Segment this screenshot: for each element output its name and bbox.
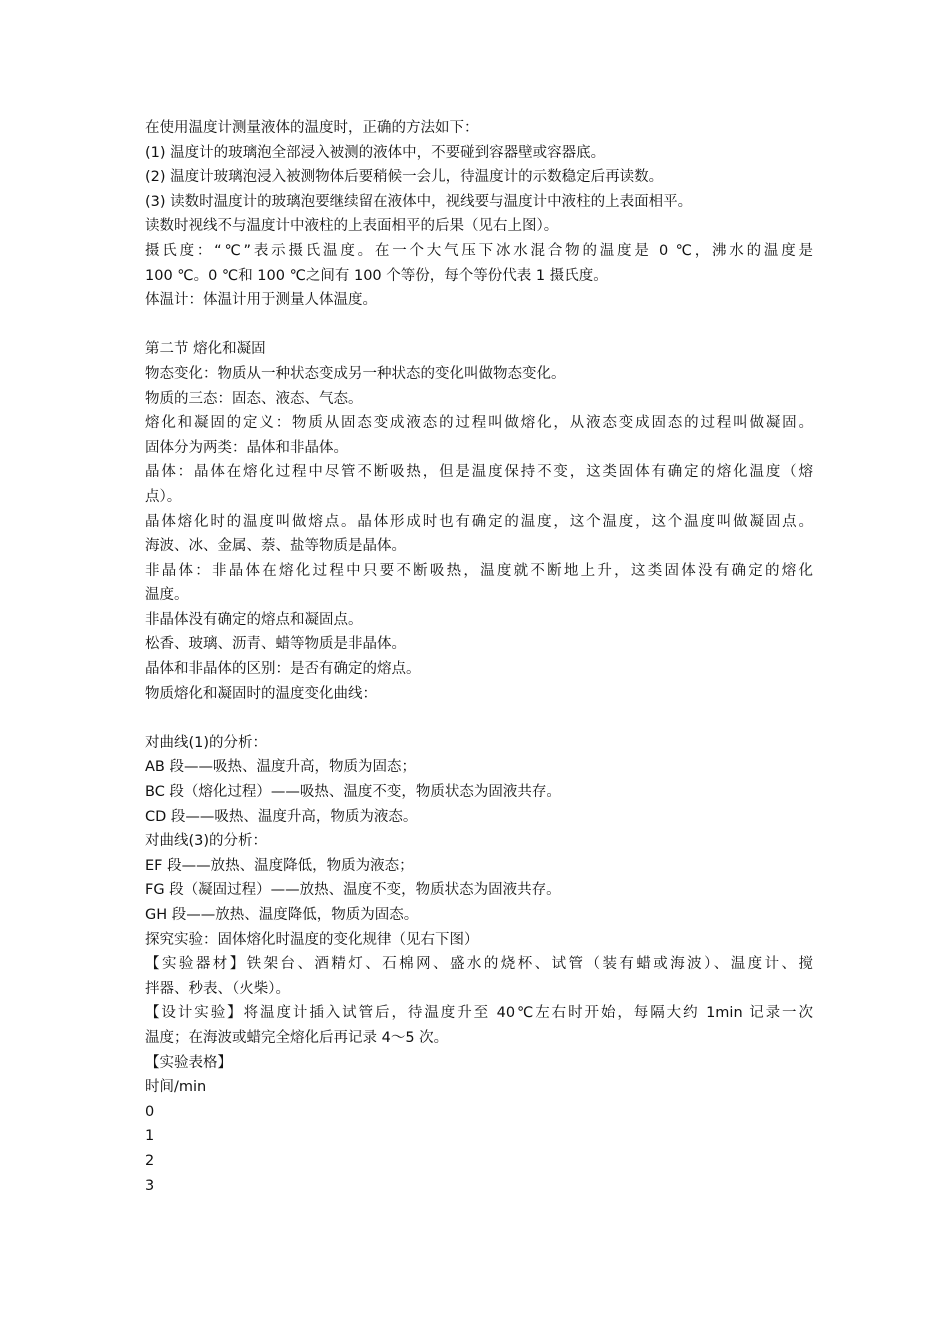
text-line: 晶体：晶体在熔化过程中尽管不断吸热，但是温度保持不变，这类固体有确定的熔化温度（熔 <box>145 464 813 481</box>
text-line: 拌器、秒表、（火柴）。 <box>145 980 290 997</box>
text-line: 温度；在海波或蜡完全熔化后再记录 4～5 次。 <box>145 1029 449 1046</box>
text-line: 晶体熔化时的温度叫做熔点。晶体形成时也有确定的温度，这个温度，这个温度叫做凝固点。 <box>145 513 813 530</box>
text-line: EF 段——放热、温度降低，物质为液态； <box>145 857 414 874</box>
text-line: BC 段（熔化过程）——吸热、温度不变，物质状态为固液共存。 <box>145 784 561 801</box>
text-line: 海波、冰、金属、萘、盐等物质是晶体。 <box>145 538 406 555</box>
text-line: 物质熔化和凝固时的温度变化曲线： <box>145 685 377 702</box>
text-line: 时间/min <box>145 1079 207 1096</box>
blank-line <box>145 706 813 731</box>
text-line: 0 <box>145 1103 155 1120</box>
text-line: (2) 温度计玻璃泡浸入被测物体后要稍候一会儿，待温度计的示数稳定后再读数。 <box>145 169 664 186</box>
text-line: 探究实验：固体熔化时温度的变化规律（见右下图） <box>145 931 479 948</box>
text-line: 松香、玻璃、沥青、蜡等物质是非晶体。 <box>145 636 406 653</box>
text-line: 【实验表格】 <box>145 1054 232 1071</box>
text-line: 固体分为两类：晶体和非晶体。 <box>145 439 348 456</box>
text-line: (3) 读数时温度计的玻璃泡要继续留在液体中，视线要与温度计中液柱的上表面相平。 <box>145 193 693 210</box>
text-line: 温度。 <box>145 587 189 604</box>
text-line: GH 段——放热、温度降低，物质为固态。 <box>145 907 419 923</box>
text-line: 体温计：体温计用于测量人体温度。 <box>145 292 377 309</box>
text-line: 【设计实验】将温度计插入试管后，待温度升至 40℃左右时开始，每隔大约 1min 记录一次 <box>145 1005 813 1022</box>
text-line: 第二节 熔化和凝固 <box>145 341 266 358</box>
text-line: 物态变化：物质从一种状态变成另一种状态的变化叫做物态变化。 <box>145 365 566 382</box>
text-line: AB 段——吸热、温度升高，物质为固态； <box>145 759 416 776</box>
text-line: 晶体和非晶体的区别：是否有确定的熔点。 <box>145 661 421 678</box>
text-line: 在使用温度计测量液体的温度时，正确的方法如下： <box>145 120 479 136</box>
text-line: 对曲线(1)的分析： <box>145 734 268 751</box>
text-line: 非晶体没有确定的熔点和凝固点。 <box>145 611 363 628</box>
text-line: 点）。 <box>145 488 182 505</box>
document-page <box>145 116 813 1198</box>
text-line: 【实验器材】铁架台、酒精灯、石棉网、盛水的烧杯、试管（装有蜡或海波）、温度计、搅 <box>145 956 813 973</box>
text-line: 读数时视线不与温度计中液柱的上表面相平的后果（见右上图）。 <box>145 218 559 235</box>
text-line: 100 ℃。0 ℃和 100 ℃之间有 100 个等份，每个等份代表 1 摄氏度。 <box>145 267 608 284</box>
text-line: 物质的三态：固态、液态、气态。 <box>145 390 363 407</box>
text-line: CD 段——吸热、温度升高，物质为液态。 <box>145 808 418 825</box>
text-line: 摄氏度：“℃”表示摄氏温度。在一个大气压下冰水混合物的温度是 0 ℃，沸水的温度是 <box>145 242 813 259</box>
text-line: (1) 温度计的玻璃泡全部浸入被测的液体中，不要碰到容器壁或容器底。 <box>145 144 606 161</box>
text-line: 2 <box>145 1152 155 1169</box>
text-line: FG 段（凝固过程）——放热、温度不变，物质状态为固液共存。 <box>145 882 561 899</box>
text-line: 熔化和凝固的定义：物质从固态变成液态的过程叫做熔化，从液态变成固态的过程叫做凝固。 <box>145 415 813 432</box>
text-line: 1 <box>145 1128 155 1145</box>
text-line: 对曲线(3)的分析： <box>145 833 268 850</box>
text-line: 非晶体：非晶体在熔化过程中只要不断吸热，温度就不断地上升，这类固体没有确定的熔化 <box>145 562 813 579</box>
text-line: 3 <box>145 1177 155 1194</box>
blank-line <box>145 313 813 338</box>
